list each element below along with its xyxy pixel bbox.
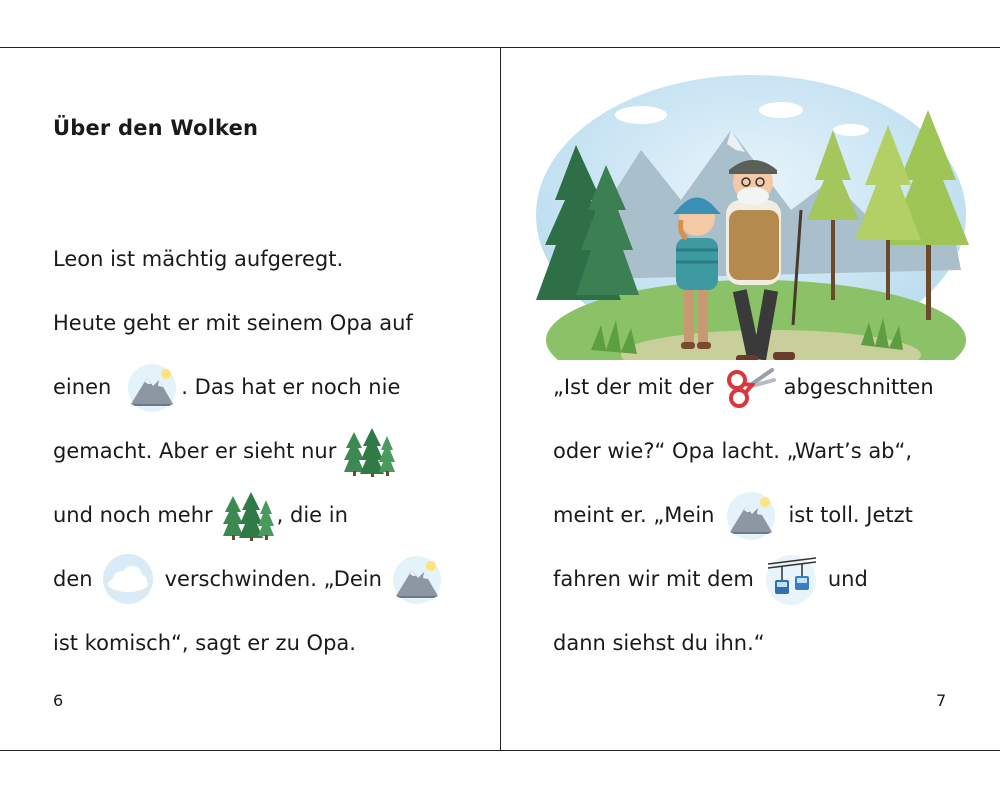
- text-line: [553, 615, 765, 671]
- line-text: meint er. „Mein: [553, 503, 715, 527]
- cloud-icon: [101, 552, 155, 606]
- text-line: [553, 551, 868, 607]
- line-text: fahren wir mit dem: [553, 567, 754, 591]
- mountain-icon: [724, 488, 778, 542]
- line-text: Heute geht er mit seinem Opa auf: [53, 311, 413, 335]
- text-line: [53, 487, 348, 543]
- hiking-grandpa-and-boy-illustration: [531, 70, 971, 360]
- line-text: ist komisch“, sagt er zu Opa.: [53, 631, 356, 655]
- trees-icon: [221, 488, 275, 542]
- mountain-icon: [125, 360, 179, 414]
- text-line: [553, 423, 912, 479]
- line-text: , die in: [276, 503, 348, 527]
- text-line: [553, 359, 934, 415]
- text-line: [53, 231, 343, 287]
- book-spread: [0, 47, 1000, 751]
- line-text: Leon ist mächtig aufgeregt.: [53, 247, 344, 271]
- line-text: . Das hat er noch nie: [181, 375, 401, 399]
- cable-car-icon: [764, 552, 818, 606]
- line-text: dann siehst du ihn.“: [553, 631, 765, 655]
- text-line: [53, 423, 398, 479]
- line-text: abgeschnitten: [783, 375, 934, 399]
- page-number: 6: [53, 691, 64, 710]
- line-text: den: [53, 567, 93, 591]
- page-number: 7: [936, 691, 947, 710]
- line-text: „Ist der mit der: [553, 375, 714, 399]
- line-text: oder wie?“ Opa lacht. „Wart’s ab“,: [553, 439, 913, 463]
- trees-icon: [342, 424, 396, 478]
- line-text: einen: [53, 375, 112, 399]
- right-page: [501, 48, 1000, 750]
- left-page: [0, 48, 501, 750]
- text-line: [53, 615, 356, 671]
- mountain-icon: [390, 552, 444, 606]
- text-line: [553, 487, 913, 543]
- line-text: verschwinden. „Dein: [164, 567, 382, 591]
- line-text: gemacht. Aber er sieht nur: [53, 439, 337, 463]
- text-line: [53, 551, 446, 607]
- line-text: und noch mehr: [53, 503, 213, 527]
- chapter-title: Über den Wolken: [53, 116, 259, 140]
- line-text: und: [827, 567, 868, 591]
- line-text: ist toll. Jetzt: [788, 503, 913, 527]
- scissors-icon: [722, 360, 776, 414]
- text-line: [53, 359, 400, 415]
- text-line: [53, 295, 413, 351]
